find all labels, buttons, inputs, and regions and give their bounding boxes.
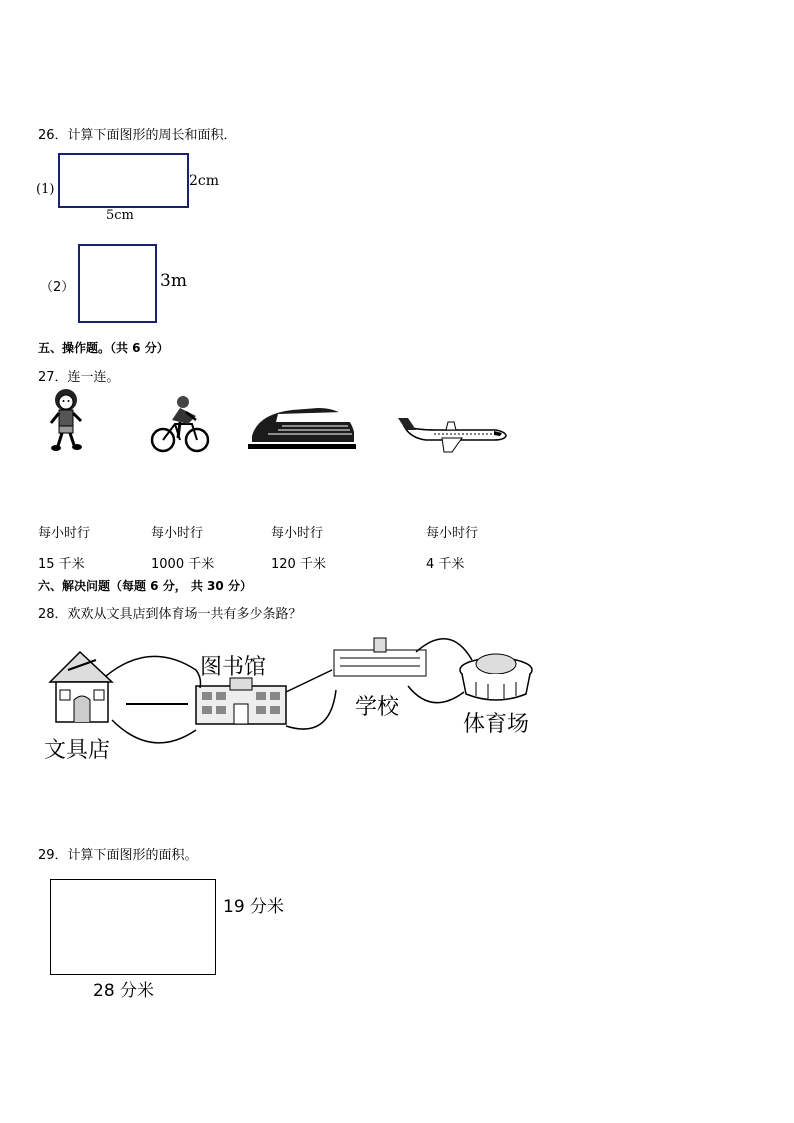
speed-option-4-line2: 4 千米 — [426, 557, 465, 572]
section-6-heading: 六、解决问题（每题 6 分， 共 30 分） — [38, 579, 252, 593]
q28-title: 28．欢欢从文具店到体育场一共有多少条路？ — [38, 607, 302, 622]
train-icon — [248, 404, 356, 452]
speed-option-4-line1: 每小时行 — [426, 526, 479, 541]
stadium-label: 体育场 — [463, 712, 530, 737]
speed-option-2-line1: 每小时行 — [151, 526, 204, 541]
section-5-heading: 五、操作题。（共 6 分） — [38, 341, 169, 355]
fig2-label: （2） — [40, 280, 75, 295]
fig2-side-label: 3m — [160, 271, 187, 291]
rectangle-figure-1 — [58, 153, 189, 208]
stationery-store-label: 文具店 — [44, 738, 111, 763]
speed-option-3-line2: 120 千米 — [271, 557, 326, 572]
speed-option-1-line1: 每小时行 — [38, 526, 91, 541]
speed-option-1-line2: 15 千米 — [38, 557, 85, 572]
speed-option-2-line2: 1000 千米 — [151, 557, 215, 572]
school-building-icon — [334, 638, 426, 676]
walking-child-icon — [46, 388, 88, 452]
road-stationery-library-bottom — [112, 720, 196, 743]
road-stationery-library-top — [106, 656, 201, 688]
q29-height-label: 19 分米 — [223, 897, 285, 917]
library-building-icon — [196, 678, 286, 724]
fig1-label: (1) — [36, 182, 55, 197]
road-library-school-bottom — [286, 690, 336, 729]
rectangle-figure-q29 — [50, 879, 216, 975]
q27-title: 27．连一连。 — [38, 370, 120, 385]
q26-title: 26．计算下面图形的周长和面积． — [38, 128, 237, 143]
square-figure-2 — [78, 244, 157, 323]
cyclist-icon — [150, 394, 210, 454]
road-library-school-top — [286, 670, 332, 692]
q29-width-label: 28 分米 — [93, 981, 155, 1001]
fig1-height-label: 2cm — [189, 173, 220, 189]
q29-title: 29．计算下面图形的面积。 — [38, 848, 198, 863]
library-label: 图书馆 — [200, 655, 267, 680]
speed-option-3-line1: 每小时行 — [271, 526, 324, 541]
route-diagram — [40, 630, 560, 770]
road-school-stadium-bottom — [408, 686, 464, 703]
airplane-icon — [396, 412, 508, 454]
stationery-store-icon — [50, 652, 112, 722]
school-label: 学校 — [355, 695, 400, 720]
stadium-icon — [460, 654, 532, 700]
fig1-width-label: 5cm — [106, 208, 134, 223]
